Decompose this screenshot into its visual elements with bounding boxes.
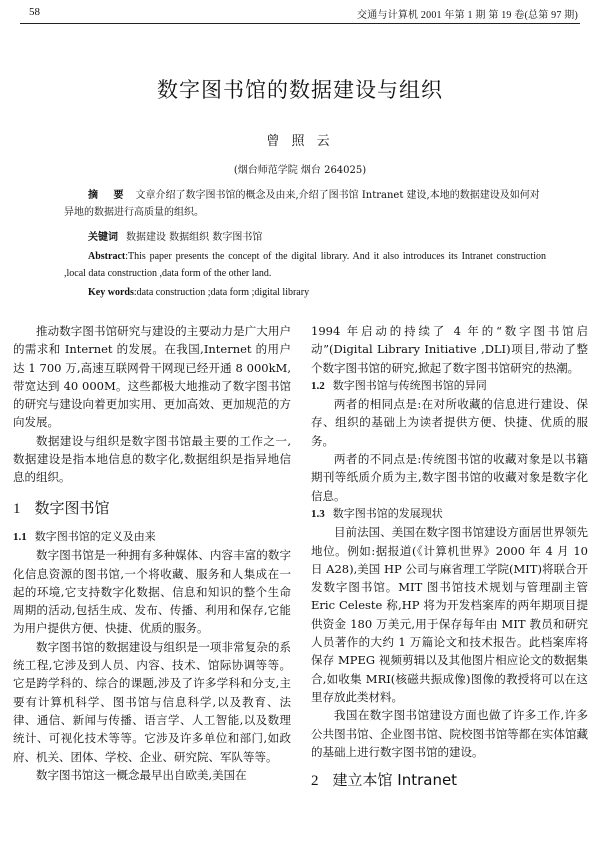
section-1-3-number: 1.3 bbox=[311, 507, 325, 520]
section-1-2-paragraph-2: 两者的不同点是:传统图书馆的收藏对象是以书籍期刊等纸质介质为主,数字图书馆的收藏对象是数字化信息。 bbox=[311, 452, 588, 503]
section-1-1-title: 数字图书馆的定义及由来 bbox=[34, 529, 156, 543]
left-column bbox=[13, 322, 291, 784]
section-1-1-paragraph-2: 数字图书馆的数据建设与组织是一项非常复杂的系统工程,它涉及到人员、内容、技术、馆际协调等等。它是跨学科的、综合的课题,涉及了许多学科和分支,主要有计算机科学、图书馆与信息科学,以及教育、法律、通信、新闻与传播、语言学、人工智能,以及数理统计、可视化技术等等。它涉及许多单位和部门,如政府、机关、团体、学校、企业、研究院、军队等等。 bbox=[13, 639, 291, 764]
section-1-heading bbox=[13, 499, 291, 518]
section-1-3-title: 数字图书馆的发展现状 bbox=[332, 506, 443, 520]
keywords-zh-label: 关键词 bbox=[88, 232, 118, 243]
header-rule bbox=[20, 23, 580, 24]
section-1-3-paragraph-2: 我国在数字图书馆建设方面也做了许多工作,许多公共图书馆、企业图书馆、院校图书馆等都在实体馆藏的基础上进行数字图书馆的建设。 bbox=[311, 708, 588, 759]
keywords-zh-text: 数据建设 数据组织 数字图书馆 bbox=[126, 232, 263, 243]
abstract-en-label: Abstract bbox=[88, 251, 126, 262]
article-title: 数字图书馆的数据建设与组织 bbox=[157, 78, 443, 102]
section-1-title: 数字图书馆 bbox=[34, 498, 110, 517]
abstract-zh bbox=[64, 187, 544, 221]
keywords-en-text: :data construction ;data form ;digital library bbox=[133, 287, 310, 298]
intro-paragraph-1: 推动数字图书馆研究与建设的主要动力是广大用户的需求和 Internet 的发展。在我国,Internet 的用户达 1 700 万,高速互联网骨干网现已经开通 8 000kM,带宽达到 40 000M。这些都极大地推动了数字图书馆的研究与建设向着更加实用、更加高效、更加规范的方向发展。 bbox=[13, 324, 291, 430]
section-1-number: 1 bbox=[13, 500, 21, 517]
intro-paragraph-2: 数据建设与组织是数字图书馆最主要的工作之一,数据建设是指本地信息的数字化,数据组织是指异地信息的组织。 bbox=[13, 433, 291, 485]
section-1-2-title: 数字图书馆与传统图书馆的异同 bbox=[332, 378, 487, 392]
section-1-1-number: 1.1 bbox=[13, 530, 27, 543]
abstract-zh-text: 文章介绍了数字图书馆的概念及由来,介绍了图书馆 Intranet 建设,本地的数据建设及如何对异地的数据进行高质量的组织。 bbox=[64, 190, 540, 218]
right-column bbox=[311, 322, 588, 800]
section-1-2-number: 1.2 bbox=[311, 379, 325, 392]
section-2-heading bbox=[311, 771, 588, 790]
page-number: 58 bbox=[29, 6, 40, 18]
section-2-number: 2 bbox=[311, 773, 319, 790]
section-1-1-paragraph-3: 数字图书馆这一概念最早出自欧美,美国在 bbox=[36, 767, 247, 782]
keywords-en bbox=[88, 287, 309, 298]
affiliation: (烟台师范学院 烟台 264025) bbox=[233, 165, 367, 176]
abstract-zh-label: 摘 要 bbox=[88, 190, 130, 201]
keywords-en-label: Key words bbox=[88, 287, 134, 298]
section-1-3-heading bbox=[311, 505, 588, 523]
abstract-en-text: :This paper presents the concept of the digital library. And it also introduces its Intranet construction ,local data construction ,data form of the other land. bbox=[64, 251, 546, 279]
abstract-en bbox=[64, 248, 546, 282]
section-1-3-paragraph-1: 目前法国、美国在数字图书馆建设方面居世界领先地位。例如:据报道(《计算机世界》2000 年 4 月 10 日 A28),美国 HP 公司与麻省理工学院(MIT)将联合开发数字图书馆。MIT 图书馆技术规划与管理副主管 Eric Celeste 称,HP 将为开发档案库的两年期项目提供资金 180 万美元,用于保存每年由 MIT 教员和研究人员著作的大约 1 万篇论文和技术报告。此档案库将保存 MPEG 视频剪辑以及其他图片相应论文的数据集合,如收集 MRI(核磁共振成像)图像的教授将可以在这里存放此类材料。 bbox=[311, 525, 588, 704]
continued-paragraph: 1994 年启动的持续了 4 年的“数字图书馆启动”(Digital Library Initiative ,DLI)项目,带动了整个数字图书馆的研究,掀起了数字图书馆研究的热潮。 bbox=[311, 324, 588, 375]
section-1-1-heading bbox=[13, 528, 291, 546]
journal-info: 交通与计算机 2001 年第 1 期 第 19 卷(总第 97 期) bbox=[357, 10, 578, 21]
section-1-1-paragraph-1: 数字图书馆是一种拥有多种媒体、内容丰富的数字化信息资源的图书馆,一个将收藏、服务和人集成在一起的环境,它支持数字化数据、信息和知识的整个生命周期的活动,包括生成、发布、传播、利用和保存,它能为用户提供方便、快捷、优质的服务。 bbox=[13, 548, 291, 636]
author: 曾 照 云 bbox=[266, 134, 334, 149]
keywords-zh bbox=[88, 228, 262, 243]
section-1-2-paragraph-1: 两者的相同点是:在对所收藏的信息进行建设、保存、组织的基础上为读者提供方便、快捷、优质的服务。 bbox=[311, 397, 588, 448]
section-2-title: 建立本馆 Intranet bbox=[332, 771, 458, 790]
section-1-2-heading bbox=[311, 377, 588, 395]
